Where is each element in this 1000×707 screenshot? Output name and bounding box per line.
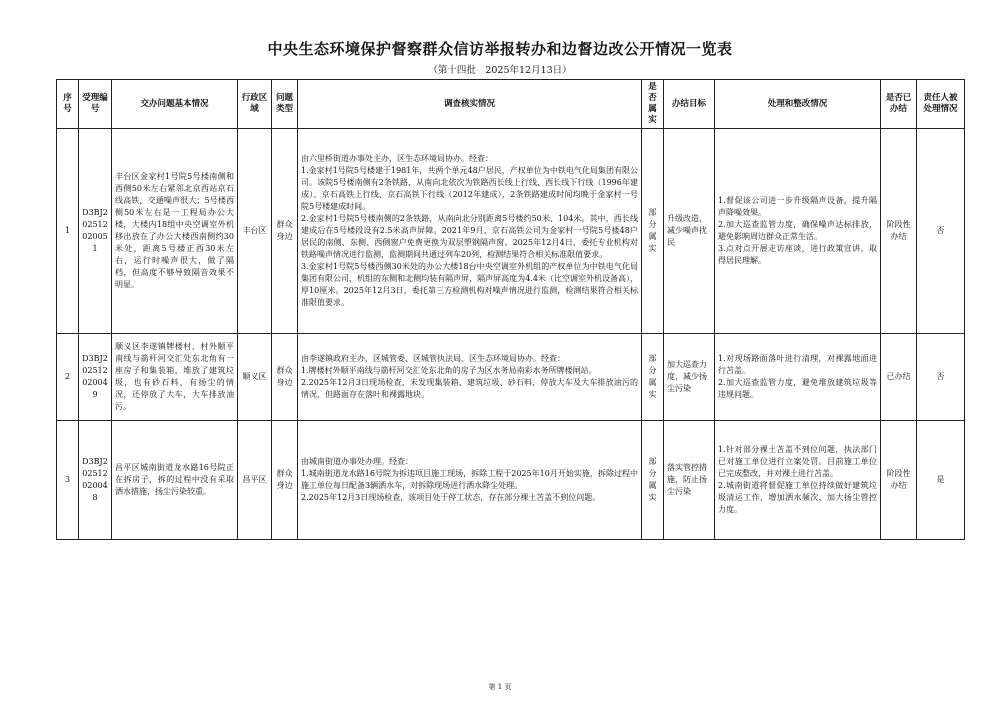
- cell-verified: 部分属实: [642, 129, 664, 334]
- header-accountability: 责任人被处理情况: [917, 80, 965, 129]
- document-subtitle: （第十四批 2025年12月13日）: [428, 65, 572, 76]
- header-investigation: 调查核实情况: [298, 80, 642, 129]
- cell-type: 群众身边: [272, 334, 298, 421]
- table-row: [57, 129, 965, 334]
- header-seq: 序号: [57, 80, 79, 129]
- cell-done: 已办结: [881, 334, 917, 421]
- cell-accountability: 否: [917, 334, 965, 421]
- cell-rectify: [715, 129, 881, 334]
- cell-code: D3BJ202512020051: [79, 129, 112, 334]
- cell-rectify: [715, 334, 881, 421]
- cell-code: D3BJ202512020049: [79, 334, 112, 421]
- document-title: 中央生态环境保护督察群众信访举报转办和边督边改公开情况一览表: [267, 40, 733, 58]
- table-header-row: [57, 80, 965, 129]
- cell-issue: 昌平区城南街道龙水路16号院正在拆房子，拆的过程中没有采取洒水措施，扬尘污染较重。: [112, 421, 238, 540]
- table-row: [57, 421, 965, 540]
- investigation-paragraph: 1.牌楼村外顺平南线与箭杆河交汇处东北角的房子为区水务局南彩水务所牌楼闸站。: [301, 366, 597, 375]
- cell-verified: 部分属实: [642, 334, 664, 421]
- cell-verified: 部分属实: [642, 421, 664, 540]
- investigation-paragraph: 1.金家村1号院5号楼建于1981年，共两个单元48户居民，产权单位为中铁电气化局集团有限公司。该院5号楼南侧有2条铁路，从南向北依次为铁路西长线上行线、西长线下行线（1996年建成）、京石高铁上行线、京石高铁下行线（2012年建成），2条铁路建成时间均晚于金家村一号院5号楼建成时间。: [301, 166, 638, 211]
- disclosure-table: [56, 79, 965, 540]
- header-rectify: 处理和整改情况: [715, 80, 881, 129]
- rectify-paragraph: 1.对现场路面落叶进行清理，对裸露地面进行苫盖。: [718, 354, 877, 375]
- header-goal: 办结目标: [664, 80, 715, 129]
- investigation-paragraph: 2.2025年12月3日现场检查，该项目处于停工状态，存在部分裸土苫盖不到位问题。: [301, 493, 601, 502]
- header-region: 行政区域: [238, 80, 272, 129]
- cell-goal: 升级改造，减少噪声扰民: [664, 129, 715, 334]
- rectify-paragraph: 2.城南街道将督促施工单位持续做好建筑垃圾清运工作，增加洒水频次，加大扬尘管控力度。: [718, 481, 877, 514]
- rectify-paragraph: 2.加大巡查监管力度，避免堆放建筑垃圾等违规问题。: [718, 378, 877, 399]
- header-verified: 是否属实: [642, 80, 664, 129]
- investigation-paragraph: 由李遂镇政府主办，区城管委、区城管执法局、区生态环境局协办。经查：: [301, 354, 565, 363]
- investigation-paragraph: 1.城南街道龙水路16号院为拆违项目施工现场，拆除工程于2025年10月开始实施，拆除过程中施工单位每日配备3辆洒水车，对拆除现场进行洒水降尘处理。: [301, 469, 638, 490]
- cell-region: 昌平区: [238, 421, 272, 540]
- cell-accountability: 否: [917, 129, 965, 334]
- investigation-paragraph: 2.金家村1号院5号楼南侧的2条铁路，从南向北分别距离5号楼约50米、104米。其中，西长线建成后在5号楼段设有2.5米高声屏障。2021年9月，京石高铁公司为金家村一号院5号楼48户居民的南侧、东侧、西侧窗户免费更换为双层塑钢隔声窗。2025年12月4日，委托专业机构对铁路噪声情况进行监测，监测期间共通过列车20列，检测结果符合相关标准限值要求。: [301, 214, 638, 259]
- cell-type: 群众身边: [272, 421, 298, 540]
- header-done: 是否已办结: [881, 80, 917, 129]
- investigation-paragraph: 由城南街道办事处办理。经查：: [301, 457, 413, 466]
- rectify-paragraph: 1.督促该公司进一步升级隔声设备，提升隔声降噪效果。: [718, 196, 877, 217]
- cell-seq: 3: [57, 421, 79, 540]
- cell-type: 群众身边: [272, 129, 298, 334]
- rectify-paragraph: 1.针对部分裸土苫盖不到位问题，执法部门已对施工单位进行立案处罚。目前施工单位已完成整改，并对裸土进行苫盖。: [718, 445, 877, 478]
- cell-region: 丰台区: [238, 129, 272, 334]
- cell-seq: 1: [57, 129, 79, 334]
- page-footer: 第 1 页: [488, 683, 512, 691]
- cell-seq: 2: [57, 334, 79, 421]
- investigation-paragraph: 由六里桥街道办事处主办，区生态环境局协办。经查：: [301, 154, 493, 163]
- cell-code: D3BJ202512020048: [79, 421, 112, 540]
- investigation-paragraph: 3.金家村1号院5号楼西侧30米处的办公大楼18台中央空调室外机组的产权单位为中铁电气化局集团有限公司，机组的东侧和北侧均装有隔声屏，隔声屏高度为4.4米（比空调室外机设备高），厚10厘米。2025年12月3日，委托第三方检测机构对噪声情况进行监测，检测结果符合相关标准限值要求。: [301, 262, 638, 307]
- header-issue: 交办问题基本情况: [112, 80, 238, 129]
- table-row: [57, 334, 965, 421]
- cell-goal: 落实管控措施，防止扬尘污染: [664, 421, 715, 540]
- cell-issue: 丰台区金家村1号院5号楼南侧和西侧50米左右紧邻北京西站京石线高铁，交通噪声很大；5号楼西侧50米左右是一工程局办公大楼，大楼内18组中央空调室外机移出放在了办公大楼西南侧约30米处，距离5号楼正西30米左右，运行时噪声很大，做了隔档，但高度不够导致隔音效果不明显。: [112, 129, 238, 334]
- cell-goal: 加大巡查力度，减少扬尘污染: [664, 334, 715, 421]
- cell-done: 阶段性办结: [881, 421, 917, 540]
- cell-accountability: 是: [917, 421, 965, 540]
- header-code: 受理编号: [79, 80, 112, 129]
- cell-issue: 顺义区李遂镇牌楼村，村外顺平南线与箭杆河交汇处东北角有一座房子和集装箱，堆放了建筑垃圾，也有砂石料，有扬尘的情况，还停放了大车，大车排放油污。: [112, 334, 238, 421]
- investigation-paragraph: 2.2025年12月3日现场检查，未发现集装箱、建筑垃圾、砂石料，停放大车及大车排放油污的情况，但路面存在落叶和裸露地块。: [301, 378, 638, 399]
- rectify-paragraph: 3.点对点开展走访座谈，进行政策宣讲，取得居民理解。: [718, 244, 877, 265]
- cell-done: 阶段性办结: [881, 129, 917, 334]
- cell-investigation: [298, 334, 642, 421]
- cell-investigation: [298, 421, 642, 540]
- rectify-paragraph: 2.加大巡查监管力度，确保噪声达标排放，避免影响周边群众正常生活。: [718, 220, 877, 241]
- cell-investigation: [298, 129, 642, 334]
- cell-rectify: [715, 421, 881, 540]
- cell-region: 顺义区: [238, 334, 272, 421]
- header-type: 问题类型: [272, 80, 298, 129]
